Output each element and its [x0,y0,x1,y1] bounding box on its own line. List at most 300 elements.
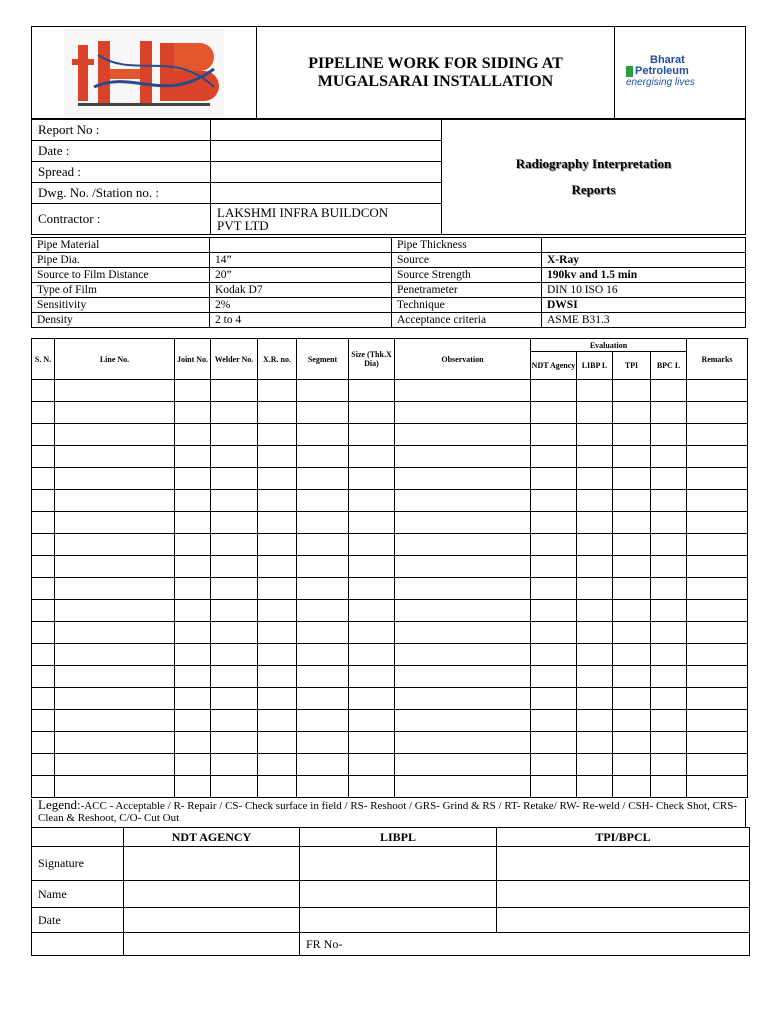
table-cell[interactable] [395,424,531,446]
table-cell[interactable] [531,710,577,732]
report-info-table [31,119,746,235]
table-cell[interactable] [651,688,687,710]
lhb-logo-icon [64,29,224,117]
table-cell[interactable] [651,424,687,446]
date-label: Date : [32,141,211,162]
table-cell[interactable] [577,710,613,732]
table-cell[interactable] [32,446,55,468]
table-cell[interactable] [531,732,577,754]
table-cell[interactable] [687,402,748,424]
table-cell[interactable] [613,468,651,490]
table-row [32,446,748,468]
fr-no-field[interactable]: FR No- [300,933,750,956]
table-cell[interactable] [211,468,258,490]
table-cell[interactable] [613,424,651,446]
table-cell[interactable] [55,578,175,600]
contractor-value-line1: LAKSHMI INFRA BUILDCON [217,205,389,220]
table-cell[interactable] [175,688,211,710]
table-cell[interactable] [297,446,349,468]
table-cell[interactable] [613,534,651,556]
table-cell[interactable] [211,402,258,424]
signoff-date-label: Date [32,908,124,933]
table-row [32,688,748,710]
table-cell[interactable] [55,622,175,644]
dwg-no-value[interactable] [211,183,442,204]
table-cell[interactable] [531,490,577,512]
table-cell[interactable] [651,556,687,578]
col-tpi: TPI [613,352,651,380]
table-cell[interactable] [531,578,577,600]
table-cell[interactable] [211,622,258,644]
table-cell[interactable] [651,512,687,534]
table-cell[interactable] [258,666,297,688]
table-cell[interactable] [349,710,395,732]
table-cell[interactable] [297,710,349,732]
table-cell[interactable] [395,710,531,732]
table-cell[interactable] [395,600,531,622]
table-cell[interactable] [55,380,175,402]
table-cell[interactable] [349,776,395,798]
table-cell[interactable] [687,490,748,512]
table-cell[interactable] [349,644,395,666]
table-cell[interactable] [613,710,651,732]
table-cell[interactable] [175,622,211,644]
table-cell[interactable] [577,622,613,644]
table-cell[interactable] [258,732,297,754]
table-cell[interactable] [211,776,258,798]
table-cell[interactable] [349,666,395,688]
table-cell[interactable] [613,446,651,468]
table-cell[interactable] [297,468,349,490]
table-cell[interactable] [258,446,297,468]
table-cell[interactable] [349,380,395,402]
table-cell[interactable] [32,710,55,732]
table-row [32,776,748,798]
table-cell[interactable] [55,490,175,512]
table-cell[interactable] [395,512,531,534]
col-line-no: Line No. [55,339,175,380]
table-cell[interactable] [395,556,531,578]
table-cell[interactable] [687,556,748,578]
table-cell[interactable] [258,710,297,732]
table-cell[interactable] [211,710,258,732]
table-cell[interactable] [531,446,577,468]
table-cell[interactable] [651,644,687,666]
signoff-name-libpl[interactable] [300,881,497,908]
table-cell[interactable] [687,512,748,534]
signoff-table [31,827,750,956]
table-cell[interactable] [55,446,175,468]
table-cell[interactable] [55,424,175,446]
table-cell[interactable] [531,688,577,710]
table-cell[interactable] [55,710,175,732]
table-cell[interactable] [531,754,577,776]
signoff-signature-tpi[interactable] [497,847,750,881]
spec-row [32,313,746,328]
table-cell[interactable] [211,490,258,512]
table-cell[interactable] [55,402,175,424]
bp-logo-word1: Bharat [650,54,685,66]
table-cell[interactable] [349,424,395,446]
table-cell[interactable] [531,534,577,556]
table-cell[interactable] [349,534,395,556]
table-cell[interactable] [687,600,748,622]
table-cell[interactable] [297,688,349,710]
table-cell[interactable] [395,644,531,666]
table-cell[interactable] [175,600,211,622]
table-cell[interactable] [32,490,55,512]
table-cell[interactable] [55,644,175,666]
table-cell[interactable] [55,754,175,776]
table-cell[interactable] [577,688,613,710]
table-cell[interactable] [211,446,258,468]
table-cell[interactable] [32,644,55,666]
table-cell[interactable] [175,468,211,490]
table-cell[interactable] [651,468,687,490]
table-cell[interactable] [687,424,748,446]
table-cell[interactable] [651,402,687,424]
table-cell[interactable] [651,666,687,688]
table-cell[interactable] [297,534,349,556]
signoff-blank-cell [124,933,300,956]
table-cell[interactable] [577,468,613,490]
table-cell[interactable] [55,468,175,490]
signoff-name-tpi[interactable] [497,881,750,908]
table-cell[interactable] [211,688,258,710]
table-cell[interactable] [577,512,613,534]
table-cell[interactable] [211,424,258,446]
signoff-signature-libpl[interactable] [300,847,497,881]
table-cell[interactable] [577,556,613,578]
table-cell[interactable] [651,380,687,402]
table-cell[interactable] [258,578,297,600]
table-cell[interactable] [651,578,687,600]
table-cell[interactable] [349,402,395,424]
table-cell[interactable] [577,424,613,446]
table-cell[interactable] [577,490,613,512]
spec-value [542,238,746,253]
table-cell[interactable] [687,380,748,402]
table-cell[interactable] [55,600,175,622]
table-cell[interactable] [175,578,211,600]
table-cell[interactable] [55,512,175,534]
table-cell[interactable] [211,600,258,622]
table-cell[interactable] [297,600,349,622]
table-cell[interactable] [613,666,651,688]
table-cell[interactable] [211,512,258,534]
table-cell[interactable] [55,732,175,754]
spec-value: 2 to 4 [210,313,392,328]
table-cell[interactable] [297,644,349,666]
signoff-date-tpi[interactable] [497,908,750,933]
table-cell[interactable] [687,688,748,710]
spec-row [32,298,746,313]
table-cell[interactable] [175,424,211,446]
pipe-specs-table [31,237,746,328]
table-cell[interactable] [211,534,258,556]
project-title-line2: MUGALSARAI INSTALLATION [317,72,554,90]
table-cell[interactable] [258,402,297,424]
table-cell[interactable] [258,688,297,710]
table-cell[interactable] [175,490,211,512]
table-cell[interactable] [297,622,349,644]
table-cell[interactable] [258,776,297,798]
spec-label: Pipe Dia. [32,253,210,268]
table-cell[interactable] [531,512,577,534]
table-cell[interactable] [175,732,211,754]
table-cell[interactable] [32,600,55,622]
table-cell[interactable] [577,644,613,666]
table-cell[interactable] [531,424,577,446]
table-cell[interactable] [32,732,55,754]
table-cell[interactable] [349,556,395,578]
table-cell[interactable] [687,534,748,556]
spread-value[interactable] [211,162,442,183]
table-cell[interactable] [175,556,211,578]
table-cell[interactable] [687,732,748,754]
table-cell[interactable] [651,754,687,776]
table-cell[interactable] [395,666,531,688]
table-cell[interactable] [613,402,651,424]
table-cell[interactable] [577,776,613,798]
signoff-blank-cell [32,933,124,956]
table-cell[interactable] [32,556,55,578]
table-cell[interactable] [258,490,297,512]
table-cell[interactable] [175,402,211,424]
table-cell[interactable] [395,402,531,424]
table-cell[interactable] [687,468,748,490]
table-cell[interactable] [32,534,55,556]
signoff-date-libpl[interactable] [300,908,497,933]
table-cell[interactable] [258,468,297,490]
col-observation: Observation [395,339,531,380]
table-cell[interactable] [297,578,349,600]
table-cell[interactable] [55,534,175,556]
table-cell[interactable] [297,380,349,402]
table-cell[interactable] [651,490,687,512]
table-cell[interactable] [175,534,211,556]
table-cell[interactable] [577,666,613,688]
table-cell[interactable] [211,644,258,666]
table-cell[interactable] [531,776,577,798]
table-cell[interactable] [175,710,211,732]
table-cell[interactable] [577,600,613,622]
table-cell[interactable] [258,622,297,644]
spec-value [210,238,392,253]
table-cell[interactable] [297,490,349,512]
table-cell[interactable] [687,644,748,666]
table-cell[interactable] [211,578,258,600]
table-cell[interactable] [531,402,577,424]
table-cell[interactable] [613,688,651,710]
table-cell[interactable] [258,534,297,556]
table-cell[interactable] [651,776,687,798]
table-cell[interactable] [258,512,297,534]
table-cell[interactable] [613,622,651,644]
table-cell[interactable] [531,644,577,666]
table-cell[interactable] [651,600,687,622]
table-cell[interactable] [395,688,531,710]
table-cell[interactable] [651,534,687,556]
table-cell[interactable] [613,490,651,512]
table-cell[interactable] [395,490,531,512]
table-cell[interactable] [395,622,531,644]
table-cell[interactable] [613,776,651,798]
table-cell[interactable] [395,380,531,402]
table-cell[interactable] [687,578,748,600]
table-cell[interactable] [687,754,748,776]
table-cell[interactable] [349,622,395,644]
table-cell[interactable] [613,644,651,666]
table-cell[interactable] [651,446,687,468]
table-cell[interactable] [258,424,297,446]
contractor-label: Contractor : [32,204,211,235]
table-cell[interactable] [395,446,531,468]
table-cell[interactable] [32,578,55,600]
table-cell[interactable] [613,380,651,402]
signoff-corner [32,828,124,847]
radiography-results-table [31,338,748,798]
table-cell[interactable] [613,754,651,776]
table-cell[interactable] [211,754,258,776]
signoff-name-ndt[interactable] [124,881,300,908]
table-cell[interactable] [577,754,613,776]
table-cell[interactable] [211,380,258,402]
table-cell[interactable] [687,446,748,468]
table-cell[interactable] [55,688,175,710]
table-cell[interactable] [175,776,211,798]
col-segment: Segment [297,339,349,380]
table-cell[interactable] [32,688,55,710]
table-cell[interactable] [349,688,395,710]
spec-label: Pipe Material [32,238,210,253]
table-cell[interactable] [297,402,349,424]
table-cell[interactable] [349,468,395,490]
table-cell[interactable] [297,556,349,578]
table-cell[interactable] [349,754,395,776]
bharat-petroleum-logo-cell [615,27,746,119]
col-sn: S. N. [32,339,55,380]
table-row [32,710,748,732]
date-value[interactable] [211,141,442,162]
table-cell[interactable] [395,468,531,490]
table-cell[interactable] [211,666,258,688]
table-cell[interactable] [175,644,211,666]
table-cell[interactable] [258,600,297,622]
table-cell[interactable] [349,732,395,754]
signoff-date-ndt[interactable] [124,908,300,933]
report-title-cell [442,120,746,235]
table-cell[interactable] [32,402,55,424]
table-cell[interactable] [613,512,651,534]
table-cell[interactable] [687,710,748,732]
spec-value: Kodak D7 [210,283,392,298]
table-cell[interactable] [175,446,211,468]
table-cell[interactable] [395,534,531,556]
table-cell[interactable] [258,644,297,666]
table-cell[interactable] [297,732,349,754]
table-cell[interactable] [613,556,651,578]
table-cell[interactable] [349,600,395,622]
table-cell[interactable] [297,512,349,534]
table-cell[interactable] [32,512,55,534]
table-cell[interactable] [55,666,175,688]
table-cell[interactable] [687,776,748,798]
table-cell[interactable] [349,578,395,600]
table-cell[interactable] [32,424,55,446]
table-cell[interactable] [258,556,297,578]
report-no-value[interactable] [211,120,442,141]
table-cell[interactable] [32,754,55,776]
table-cell[interactable] [531,380,577,402]
table-cell[interactable] [395,776,531,798]
table-cell[interactable] [577,578,613,600]
table-cell[interactable] [577,402,613,424]
table-cell[interactable] [297,424,349,446]
table-cell[interactable] [613,578,651,600]
table-cell[interactable] [395,732,531,754]
table-cell[interactable] [297,666,349,688]
table-row [32,380,748,402]
table-cell[interactable] [55,776,175,798]
table-cell[interactable] [577,534,613,556]
table-cell[interactable] [175,380,211,402]
col-xr-no: X.R. no. [258,339,297,380]
table-cell[interactable] [349,512,395,534]
table-cell[interactable] [687,666,748,688]
table-cell[interactable] [651,710,687,732]
dwg-no-label: Dwg. No. /Station no. : [32,183,211,204]
table-cell[interactable] [297,776,349,798]
table-cell[interactable] [651,732,687,754]
table-cell[interactable] [32,666,55,688]
table-cell[interactable] [297,754,349,776]
table-cell[interactable] [531,468,577,490]
table-cell[interactable] [613,732,651,754]
table-cell[interactable] [32,380,55,402]
table-cell[interactable] [531,622,577,644]
table-cell[interactable] [175,512,211,534]
spec-label: Penetrameter [392,283,542,298]
table-cell[interactable] [577,446,613,468]
table-cell[interactable] [175,666,211,688]
table-cell[interactable] [211,732,258,754]
table-cell[interactable] [687,622,748,644]
table-cell[interactable] [651,622,687,644]
table-cell[interactable] [258,754,297,776]
table-cell[interactable] [32,622,55,644]
table-cell[interactable] [395,754,531,776]
table-cell[interactable] [32,776,55,798]
table-cell[interactable] [32,468,55,490]
table-cell[interactable] [531,666,577,688]
table-cell[interactable] [613,600,651,622]
table-cell[interactable] [175,754,211,776]
signoff-signature-ndt[interactable] [124,847,300,881]
col-libpl: LIBP L [577,352,613,380]
table-cell[interactable] [258,380,297,402]
table-cell[interactable] [531,556,577,578]
table-cell[interactable] [577,380,613,402]
table-cell[interactable] [577,732,613,754]
table-cell[interactable] [55,556,175,578]
table-cell[interactable] [349,446,395,468]
table-cell[interactable] [211,556,258,578]
table-cell[interactable] [531,600,577,622]
table-cell[interactable] [349,490,395,512]
table-cell[interactable] [395,578,531,600]
spec-value: 14” [210,253,392,268]
